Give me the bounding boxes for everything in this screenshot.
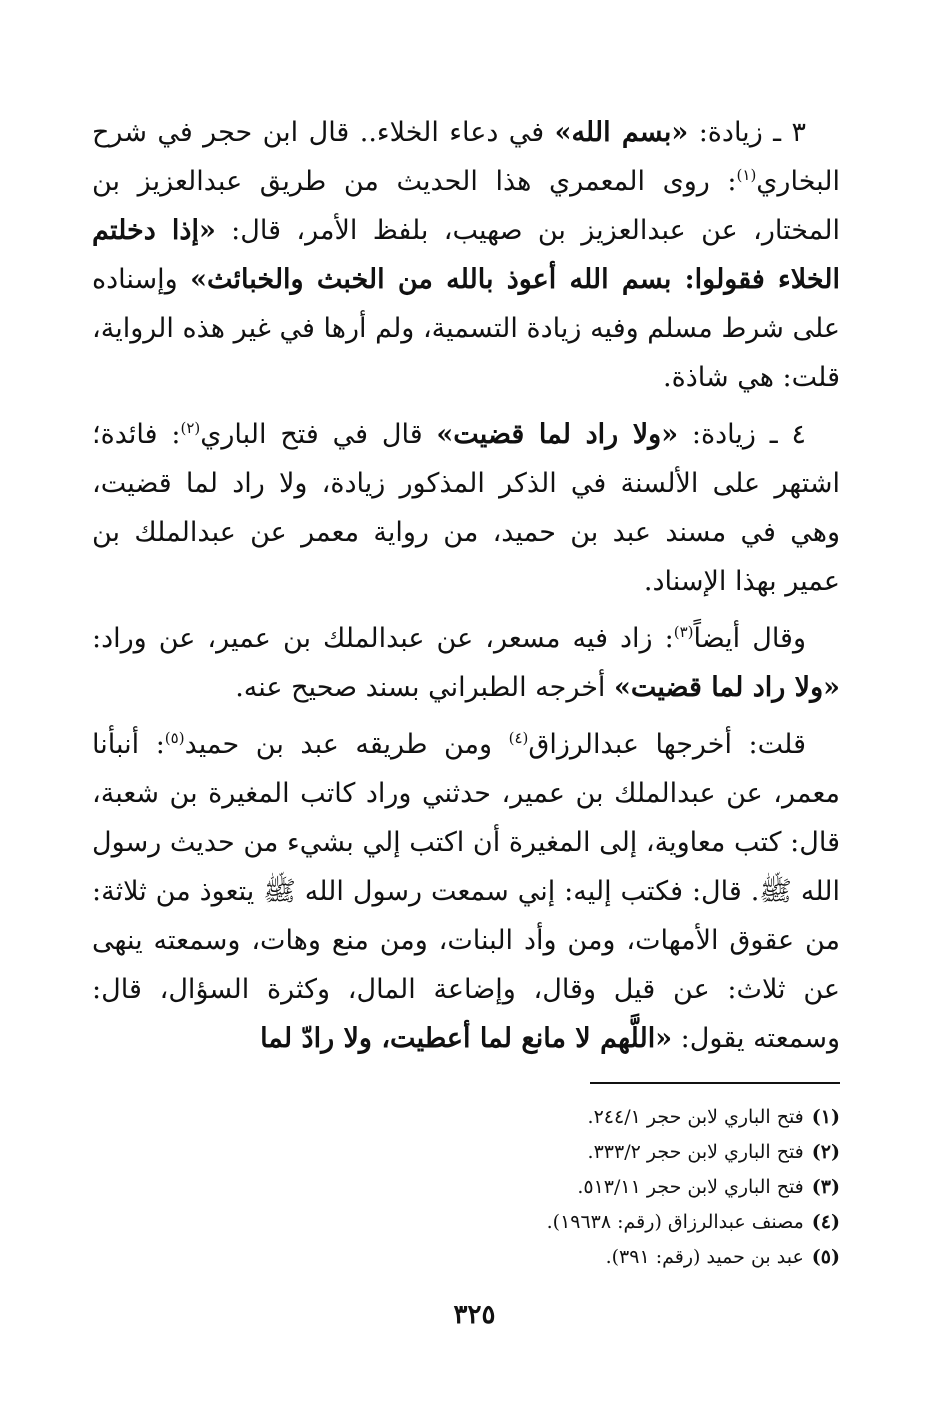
- text-segment: في دعاء الخلاء.. قال ابن حجر في شرح البخاري: [92, 117, 840, 197]
- footnote-reference: (٢): [180, 419, 201, 437]
- text-segment: : أنبأنا معمر، عن عبدالملك بن عمير، حدثني وراد كاتب المغيرة بن شعبة، قال: كتب معاوية، إلى المغيرة أن اكتب إلي بشيء من حديث رسول الله ﷺ. قال: فكتب إليه: إني سمعت رسول الله ﷺ يتعوذ من ثلاثة: من عقوق الأمهات، ومن وأد البنات، ومن منع وهات، وسمعته ينهى عن ثلاث: عن قيل وقال، وإضاعة المال، وكثرة السؤال، قال: وسمعته يقول:: [92, 729, 840, 1054]
- text-segment: ومن طريقه عبد بن حميد: [184, 729, 509, 760]
- text-segment: : روى المعمري هذا الحديث من طريق عبدالعزيز بن المختار، عن عبدالعزيز بن صهيب، بلفظ الأمر، قال:: [92, 166, 840, 246]
- footnote-item: [92, 1205, 840, 1240]
- footnote-reference: (١): [736, 166, 757, 184]
- footnote-number: (٢): [811, 1141, 840, 1163]
- quoted-text: «إذا دخلتم الخلاء فقولوا: بسم الله أعوذ بالله من الخبث والخبائث»: [92, 215, 840, 295]
- footnote-item: [92, 1100, 840, 1135]
- footnote-reference: (٤): [508, 729, 529, 747]
- text-segment: وقال أيضاً: [693, 623, 806, 654]
- footnote-reference: (٥): [164, 729, 185, 747]
- footnote-number: (٥): [811, 1246, 840, 1268]
- footnote-text: فتح الباري لابن حجر ٥١٣/١١.: [577, 1176, 804, 1198]
- quoted-text: «ولا راد لما قضيت»: [614, 672, 840, 703]
- text-segment: ٣ ـ زيادة:: [688, 117, 806, 148]
- footnotes: [92, 1100, 840, 1275]
- footnote-text: مصنف عبدالرزاق (رقم: ١٩٦٣٨).: [546, 1211, 804, 1233]
- text-segment: أخرجه الطبراني بسند صحيح عنه.: [235, 672, 614, 703]
- text-segment: : زاد فيه مسعر، عن عبدالملك بن عمير، عن وراد:: [92, 623, 674, 654]
- footnote-item: [92, 1240, 840, 1275]
- footnote-divider: [590, 1082, 840, 1084]
- page-number: ٣٢٥: [453, 1300, 496, 1330]
- text-segment: قلت: أخرجها عبدالرزاق: [528, 729, 806, 760]
- footnote-number: (١): [811, 1106, 840, 1128]
- footnote-number: (٤): [811, 1211, 840, 1233]
- main-text: [92, 108, 840, 1071]
- footnote-text: فتح الباري لابن حجر ٣٣٣/٢.: [587, 1141, 804, 1163]
- paragraph: [92, 614, 840, 712]
- quoted-text: «بسم الله»: [554, 117, 689, 148]
- text-segment: : فائدة؛ اشتهر على الألسنة في الذكر المذكور زيادة، ولا راد لما قضيت، وهي في مسند عبد بن حميد، من رواية معمر عن عبدالملك بن عمير بهذا الإسناد.: [92, 419, 840, 597]
- footnote-reference: (٣): [673, 623, 694, 641]
- text-segment: قال في فتح الباري: [200, 419, 437, 450]
- quoted-text: «ولا راد لما قضيت»: [436, 419, 679, 450]
- footnote-text: فتح الباري لابن حجر ٢٤٤/١.: [587, 1106, 804, 1128]
- footnote-text: عبد بن حميد (رقم: ٣٩١).: [605, 1246, 804, 1268]
- paragraph: [92, 720, 840, 1063]
- paragraph: [92, 410, 840, 606]
- footnote-item: [92, 1135, 840, 1170]
- quoted-text: «اللَّهم لا مانع لما أعطيت، ولا رادّ لما: [260, 1023, 673, 1054]
- text-segment: ٤ ـ زيادة:: [678, 419, 807, 450]
- paragraph: [92, 108, 840, 402]
- text-segment: وإسناده على شرط مسلم وفيه زيادة التسمية، ولم أرها في غير هذه الرواية، قلت: هي شاذة.: [92, 264, 840, 393]
- footnote-number: (٣): [811, 1176, 840, 1198]
- footnote-item: [92, 1170, 840, 1205]
